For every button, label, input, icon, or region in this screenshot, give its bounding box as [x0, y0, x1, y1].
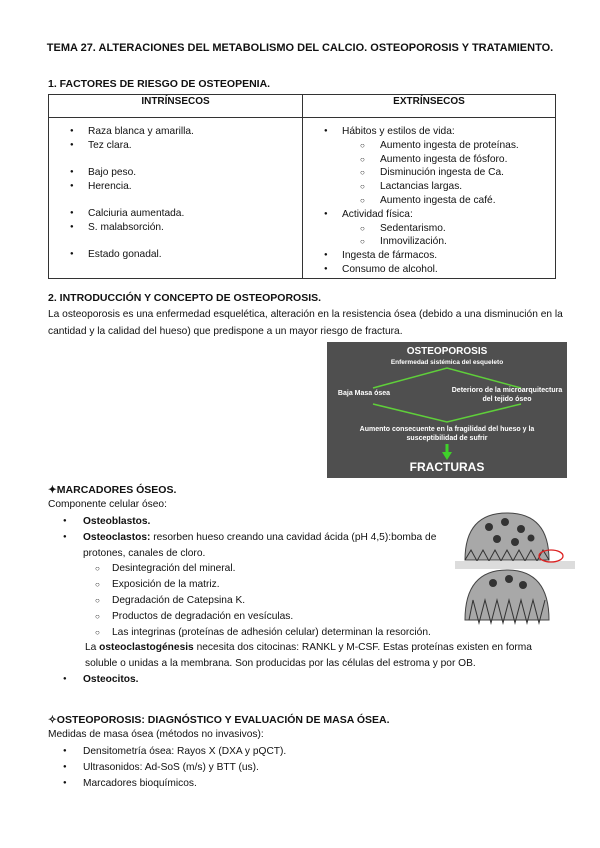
diagram-title: OSTEOPOROSIS: [406, 346, 488, 357]
sub-item: ○ Sedentarismo.: [342, 222, 554, 236]
diagram-right: Deterioro de la microarquitectura del tejido óseo: [451, 387, 563, 403]
col-extrinsic-header: EXTRÍNSECOS: [303, 95, 556, 118]
list-item: ● Tez clara.: [50, 139, 301, 153]
markers-intro: Componente celular óseo:: [48, 499, 167, 510]
extrinsic-cell: [303, 118, 556, 279]
list-item: [304, 208, 554, 249]
section3-intro: Medidas de masa ósea (métodos no invasivos):: [48, 729, 264, 740]
list-item: [48, 672, 558, 688]
sub-item: ○ Disminución ingesta de Ca.: [342, 166, 554, 180]
sub-item: ○ Aumento ingesta de fósforo.: [342, 153, 554, 167]
list-item: ● Raza blanca y amarilla.: [50, 125, 301, 139]
list-item: ● Ingesta de fármacos.: [304, 249, 554, 263]
intrinsic-cell: [49, 118, 303, 279]
page-title: TEMA 27. ALTERACIONES DEL METABOLISMO DEL CALCIO. OSTEOPOROSIS Y TRATAMIENTO.: [46, 42, 554, 54]
sub-item: ○ Desintegración del mineral.: [81, 561, 443, 577]
list-item: ● Densitometría ósea: Rayos X (DXA y pQCT).: [48, 744, 548, 760]
osteocytes-label: Osteocitos.: [83, 673, 139, 685]
diagram-bottom: FRACTURAS: [409, 460, 485, 474]
activity-label: Actividad física:: [342, 208, 413, 220]
sub-item: ○ Degradación de Catepsina K.: [81, 593, 443, 609]
col-intrinsic-header: INTRÍNSECOS: [49, 95, 303, 118]
sub-item: ○ Inmovilización.: [342, 235, 554, 249]
sub-item: ○ Las integrinas (proteínas de adhesión celular) determinan la resorción.: [81, 625, 442, 641]
list-item: ● Estado gonadal.: [50, 248, 301, 262]
section3-list: [48, 744, 548, 791]
list-item: ● Marcadores bioquímicos.: [48, 776, 548, 792]
list-item: [48, 530, 443, 641]
diagram-left: Baja Masa ósea: [337, 390, 391, 397]
list-item: [48, 514, 558, 530]
osteoblasts-label: Osteoblastos.: [83, 516, 151, 527]
osteoclastogenesis-paragraph: [48, 640, 560, 672]
list-item: ● Bajo peso.: [50, 166, 301, 180]
habits-label: Hábitos y estilos de vida:: [342, 126, 455, 137]
osteoclasts-label: Osteoclastos:: [83, 531, 151, 543]
section2-heading: 2. INTRODUCCIÓN Y CONCEPTO DE OSTEOPOROSIS.: [48, 292, 322, 304]
para-pre: La: [85, 642, 100, 654]
section3-heading: ✧OSTEOPOROSIS: DIAGNÓSTICO Y EVALUACIÓN DE MASA ÓSEA.: [48, 714, 390, 726]
sub-item: ○ Exposición de la matriz.: [81, 577, 443, 593]
osteoporosis-diagram: [327, 342, 567, 478]
list-item: ● Herencia.: [50, 180, 301, 194]
sub-item: ○ Productos de degradación en vesículas.: [81, 609, 443, 625]
list-item: ● S. malabsorción.: [50, 221, 301, 235]
list-item: [304, 125, 554, 208]
sub-item: ○ Aumento ingesta de proteínas.: [342, 139, 554, 153]
sub-item: ○ Aumento ingesta de café.: [342, 194, 554, 208]
diagram-subtitle: Enfermedad sistémica del esqueleto: [390, 359, 504, 366]
section2-text: La osteoporosis es una enfermedad esquelética, alteración en la resistencia ósea (debido a una disminución en la cantidad y la calidad del hueso) que predispone a un mayor riesgo de fractura.: [48, 309, 563, 337]
para-bold: osteoclastogénesis: [99, 642, 194, 654]
diagram-center: Aumento consecuente en la fragilidad del hueso y la susceptibilidad de sufrir: [359, 426, 535, 442]
list-item: ● Consumo de alcohol.: [304, 263, 554, 277]
section1-heading: 1. FACTORES DE RIESGO DE OSTEOPENIA.: [48, 78, 271, 90]
markers-list: [48, 514, 558, 688]
sub-item: ○ Lactancias largas.: [342, 180, 554, 194]
markers-heading: ✦MARCADORES ÓSEOS.: [48, 484, 177, 496]
risk-factors-table: [48, 94, 556, 279]
osteoclasts-text: resorben hueso creando una cavidad ácida (pH 4,5):bomba de protones, canales de cloro.: [83, 531, 437, 559]
para-rest: necesita dos citocinas: RANKL y M-CSF. Estas proteínas existen en forma soluble o unidas a la membrana. Son producidas por las células del estroma y por OB.: [85, 642, 532, 670]
list-item: ● Calciuria aumentada.: [50, 207, 301, 221]
list-item: ● Ultrasonidos: Ad-SoS (m/s) y BTT (us).: [48, 760, 548, 776]
